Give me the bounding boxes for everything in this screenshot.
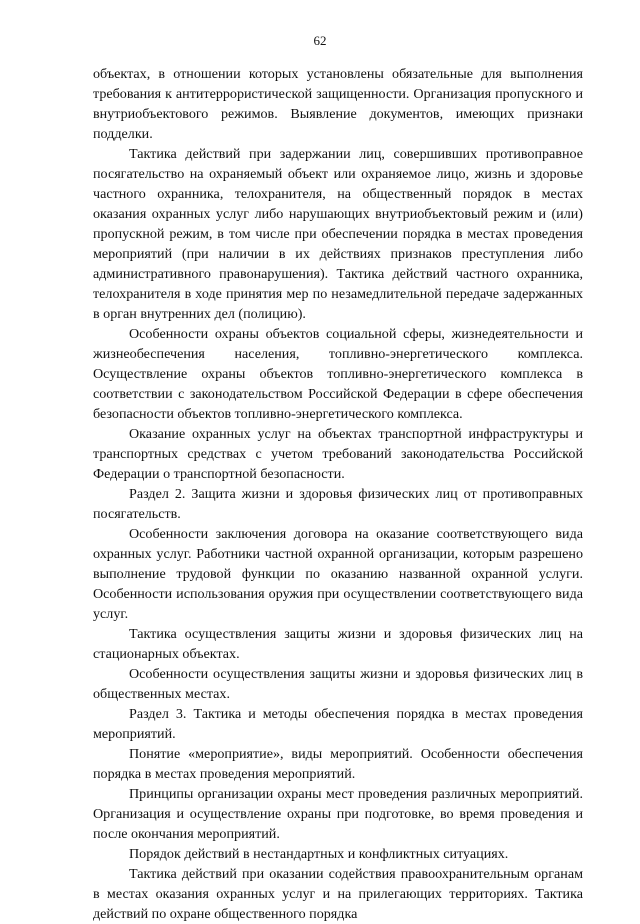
paragraph: Особенности осуществления защиты жизни и здоровья физических лиц в общественных местах. <box>93 666 583 702</box>
page-number: 62 <box>313 33 327 48</box>
paragraph: Понятие «мероприятие», виды мероприятий. Особенности обеспечения порядка в местах проведения мероприятий. <box>93 746 583 782</box>
paragraph: Тактика осуществления защиты жизни и здоровья физических лиц на стационарных объектах. <box>93 626 583 662</box>
paragraph: Оказание охранных услуг на объектах транспортной инфраструктуры и транспортных средствах с учетом требований законодательства Российской Федерации о транспортной безопасности. <box>93 426 583 482</box>
paragraph: объектах, в отношении которых установлены обязательные для выполнения требования к антитеррористической защищенности. Организация пропускного и внутриобъектового режимов. Выявление документов, имеющих признаки подделки. <box>93 66 583 142</box>
paragraph: Принципы организации охраны мест проведения различных мероприятий. Организация и осуществление охраны при подготовке, во время проведения и после окончания мероприятий. <box>93 786 583 842</box>
paragraph: Порядок действий в нестандартных и конфликтных ситуациях. <box>129 846 509 862</box>
paragraph: Особенности заключения договора на оказание соответствующего вида охранных услуг. Работники частной охранной организации, которым разрешено выполнение трудовой функции по оказанию названной охранной услуги. Особенности использования оружия при осуществлении соответствующего вида услуг. <box>93 526 583 622</box>
page-body <box>93 64 583 924</box>
paragraph: Тактика действий при задержании лиц, совершивших противоправное посягательство на охраняемый объект или охраняемое лицо, жизнь и здоровье частного охранника, телохранителя, на общественный порядок в местах оказания охранных услуг либо нарушающих внутриобъектовый режим и (или) пропускной режим, в том числе при обеспечении порядка в местах проведения мероприятий (при наличии в их действиях признаков преступления либо административного правонарушения). Тактика действий частного охранника, телохранителя в ходе принятия мер по незамедлительной передаче задержанных в орган внутренних дел (полицию). <box>93 146 583 322</box>
paragraph: Особенности охраны объектов социальной сферы, жизнедеятельности и жизнеобеспечения населения, топливно-энергетического комплекса. Осуществление охраны объектов топливно-энергетического комплекса в соответствии с законодательством Российской Федерации в сфере обеспечения безопасности объектов топливно-энергетического комплекса. <box>93 326 583 422</box>
paragraph: Тактика действий при оказании содействия правоохранительным органам в местах оказания охранных услуг и на прилегающих территориях. Тактика действий по охране общественного порядка <box>93 866 583 922</box>
section-heading: Раздел 2. Защита жизни и здоровья физических лиц от противоправных посягательств. <box>93 486 583 522</box>
section-heading: Раздел 3. Тактика и методы обеспечения порядка в местах проведения мероприятий. <box>93 706 583 742</box>
